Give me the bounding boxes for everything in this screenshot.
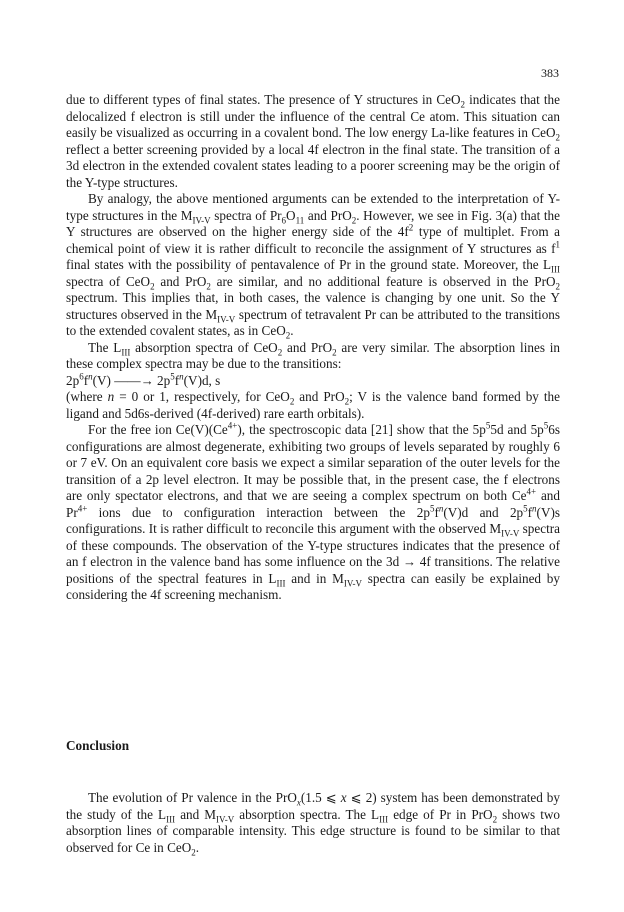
conclusion-text [66,790,560,856]
paragraph: The $L_{III}$ absorption spectra of CeO$_2$ and PrO$_2$ are very similar. The absorption lines in these complex spectra may be due to the transitions: [66,339,560,371]
paragraph: due to different types of final states. The presence of Y structures in CeO$_2$ indicates that the delocalized f electron is still under the influence of the central Ce atom. This situation can easily be visualized as occurring in a covalent bond. The low energy La-like features in CeO$_2$ reflect a better screening provided by a local 4f electron in the final state. The transition of a 3d electron in the extended covalent states leading to a poorer screening may be the origin of the Y-type structures. [66,92,560,190]
transition-formula: $2p^6f^n(V)$ ——→ $2p^5f^n(V)d$, s [66,371,221,388]
paragraph: The evolution of Pr valence in the PrO$_x$(1.5 ⩽ x ⩽ 2) system has been demonstrated by the study of the $L_{III}$ and $M_{IV-V}$ absorption spectra. The $L_{III}$ edge of Pr in PrO$_2$ shows two absorption lines of comparable intensity. This edge structure is found to be similar to that observed for Ce in CeO$_2$. [66,790,560,858]
page-number: 383 [541,66,559,80]
section-heading: Conclusion [66,738,130,753]
paragraph: (where n = 0 or 1, respectively, for CeO$_2$ and PrO$_2$; V is the valence band formed by the ligand and 5d6s-derived (4f-derived) rare earth orbitals). [66,389,560,421]
paragraph: For the free ion $Ce(V)(Ce^{4+})$, the spectroscopic data [21] show that the $5p^55d$ and $5p^56s$ configurations are almost degenerate, exhibiting two groups of levels separated by roughly 6 or 7 eV. On an equivalent core basis we expect a similar separation of the outer levels for the transition of a 2p level electron. It may be possible that, in the present case, the f electrons are only spectator electrons, and that we are seeing a complex spectrum on both $Ce^{4+}$ and $Pr^{4+}$ ions due to configuration interaction between the $2p^5f^n(V)d$ and $2p^5f^n(V)s$ configurations. It is rather difficult to reconcile this argument with the observed $M_{IV-V}$ spectra of these compounds. The observation of the Y-type structures indicates that the presence of an f electron in the valence band has some influence on the 3d → 4f transitions. The relative positions of the spectral features in $L_{III}$ and in $M_{IV-V}$ spectra can easily be explained by considering the 4f screening mechanism. [66,420,561,602]
paragraph: By analogy, the above mentioned arguments can be extended to the interpretation of Y-type structures in the $M_{IV-V}$ spectra of $Pr_6O_{11}$ and PrO$_2$. However, we see in Fig. 3(a) that the Y structures are observed on the higher energy side of the $4f^2$ type of multiplet. From a chemical point of view it is rather difficult to reconcile the assignment of Y structures as $f^1$ final states with the possibility of pentavalence of Pr in the ground state. Moreover, the $L_{III}$ spectra of CeO$_2$ and PrO$_2$ are similar, and no additional feature is observed in the PrO$_2$ spectrum. This implies that, in both cases, the valence is changing by one unit. So the Y structures observed in the $M_{IV-V}$ spectrum of tetravalent Pr can be attributed to the transitions to the extended covalent states, as in CeO$_2$. [66,191,561,341]
body-text [66,92,560,604]
